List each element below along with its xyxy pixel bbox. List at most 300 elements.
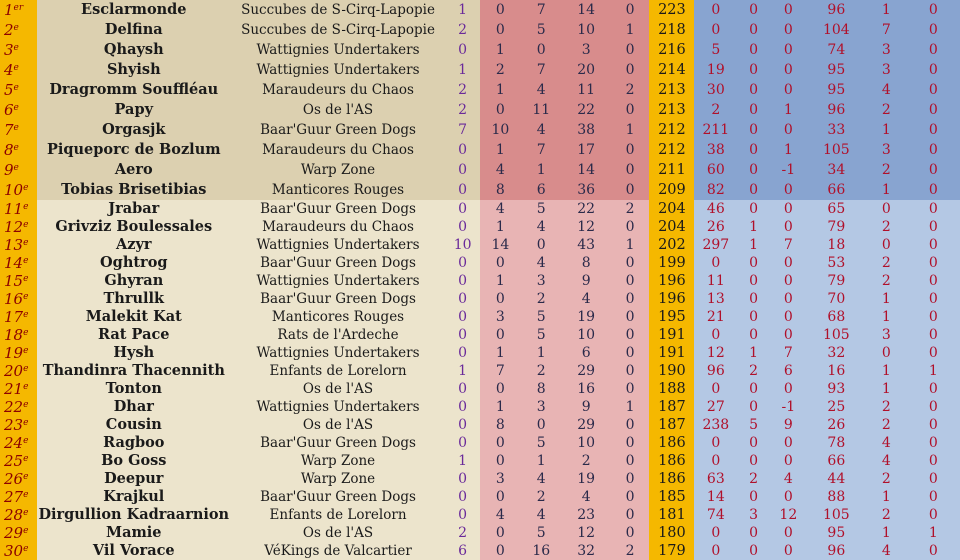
stat-cell: 0	[907, 398, 960, 416]
total-score: 190	[649, 362, 694, 380]
rank-cell	[0, 542, 37, 560]
table-row	[0, 290, 960, 308]
player-name: Deepur	[37, 470, 231, 488]
stat-cell: 7	[445, 120, 480, 140]
stat-cell: 0	[694, 452, 737, 470]
player-name: Qhaysh	[37, 40, 231, 60]
stat-cell: 3	[737, 506, 770, 524]
stat-cell: 65	[807, 200, 866, 218]
player-name: Aero	[37, 160, 231, 180]
total-score: 211	[649, 160, 694, 180]
total-score: 186	[649, 434, 694, 452]
player-name: Orgasjk	[37, 120, 231, 140]
stat-cell: 0	[480, 100, 521, 120]
stat-cell: 2	[866, 416, 907, 434]
rank-cell	[0, 120, 37, 140]
team-name: Succubes de S-Cirq-Lapopie	[231, 0, 445, 20]
rank-suffix: e	[23, 238, 29, 248]
stat-cell: 36	[562, 180, 611, 200]
stat-cell: 7	[521, 140, 562, 160]
stat-cell: 0	[445, 380, 480, 398]
stat-cell: 19	[694, 60, 737, 80]
stat-cell: 0	[521, 40, 562, 60]
player-name: Rat Pace	[37, 326, 231, 344]
rank-suffix: e	[23, 454, 29, 464]
table-row	[0, 272, 960, 290]
stat-cell: 95	[807, 80, 866, 100]
stat-cell: 0	[907, 140, 960, 160]
stat-cell: 0	[770, 542, 807, 560]
stat-cell: 105	[807, 140, 866, 160]
stat-cell: 4	[866, 452, 907, 470]
total-score: 223	[649, 0, 694, 20]
team-name: Succubes de S-Cirq-Lapopie	[231, 20, 445, 40]
rank-cell	[0, 398, 37, 416]
rank-suffix: e	[23, 328, 29, 338]
stat-cell: 7	[866, 20, 907, 40]
rank-suffix: e	[23, 364, 29, 374]
player-name: Thandinra Thacennith	[37, 362, 231, 380]
stat-cell: 1	[480, 398, 521, 416]
stat-cell: 20	[562, 60, 611, 80]
stat-cell: 3	[866, 140, 907, 160]
stat-cell: 14	[480, 236, 521, 254]
player-name: Thrullk	[37, 290, 231, 308]
rank-cell	[0, 506, 37, 524]
stat-cell: 0	[480, 290, 521, 308]
stat-cell: 1	[866, 0, 907, 20]
total-score: 188	[649, 380, 694, 398]
stat-cell: 7	[521, 0, 562, 20]
stat-cell: -1	[770, 398, 807, 416]
stat-cell: 0	[611, 380, 650, 398]
stat-cell: 2	[694, 100, 737, 120]
rank-suffix: e	[13, 23, 19, 33]
stat-cell: 1	[611, 236, 650, 254]
stat-cell: 0	[907, 506, 960, 524]
player-name: Papy	[37, 100, 231, 120]
rank-suffix: e	[13, 143, 19, 153]
rank-cell	[0, 470, 37, 488]
rank-suffix: e	[13, 63, 19, 73]
rank-suffix: e	[23, 310, 29, 320]
player-name: Dirgullion Kadraarnion	[38, 506, 230, 523]
stat-cell: 0	[480, 326, 521, 344]
stat-cell: 0	[445, 254, 480, 272]
stat-cell: 78	[807, 434, 866, 452]
stat-cell: 0	[611, 0, 650, 20]
stat-cell: 17	[562, 140, 611, 160]
team-name: Maraudeurs du Chaos	[231, 140, 445, 160]
stat-cell: 0	[694, 434, 737, 452]
rank-suffix: e	[23, 292, 29, 302]
stat-cell: 4	[866, 542, 907, 560]
total-score: 202	[649, 236, 694, 254]
stat-cell: 1	[521, 160, 562, 180]
team-name: Enfants de Lorelorn	[231, 506, 445, 524]
rank-number: 1	[4, 1, 14, 19]
team-name: Os de l'AS	[231, 100, 445, 120]
rank-number: 30	[4, 542, 24, 560]
rank-number: 5	[4, 81, 14, 99]
rank-suffix: e	[13, 83, 19, 93]
stat-cell: 8	[562, 254, 611, 272]
stat-cell: 0	[694, 326, 737, 344]
stat-cell: 0	[907, 120, 960, 140]
rank-number: 12	[4, 218, 24, 236]
rank-suffix: e	[23, 508, 29, 518]
stat-cell: 0	[770, 488, 807, 506]
stat-cell: 96	[807, 100, 866, 120]
stat-cell: 66	[807, 180, 866, 200]
stat-cell: 0	[445, 488, 480, 506]
stat-cell: 0	[907, 80, 960, 100]
stat-cell: 2	[611, 200, 650, 218]
stat-cell: 1	[737, 344, 770, 362]
rank-cell	[0, 160, 37, 180]
stat-cell: 0	[907, 218, 960, 236]
stat-cell: 0	[737, 200, 770, 218]
total-score: 209	[649, 180, 694, 200]
rank-number: 7	[4, 121, 14, 139]
stat-cell: 1	[770, 100, 807, 120]
stat-cell: 0	[737, 308, 770, 326]
stat-cell: 0	[611, 140, 650, 160]
stat-cell: 2	[866, 506, 907, 524]
rank-cell	[0, 80, 37, 100]
stat-cell: 0	[907, 254, 960, 272]
stat-cell: 38	[694, 140, 737, 160]
table-row	[0, 120, 960, 140]
rank-number: 17	[4, 308, 24, 326]
stat-cell: 1	[770, 140, 807, 160]
stat-cell: 5	[521, 20, 562, 40]
stat-cell: 4	[866, 434, 907, 452]
stat-cell: 2	[866, 398, 907, 416]
rank-cell	[0, 218, 37, 236]
stat-cell: 0	[480, 380, 521, 398]
stat-cell: 0	[737, 542, 770, 560]
stat-cell: 1	[866, 488, 907, 506]
stat-cell: 0	[611, 416, 650, 434]
stat-cell: 2	[611, 542, 650, 560]
stat-cell: 6	[521, 180, 562, 200]
rank-number: 24	[4, 434, 24, 452]
stat-cell: 4	[480, 506, 521, 524]
stat-cell: 70	[807, 290, 866, 308]
stat-cell: 0	[907, 488, 960, 506]
stat-cell: 0	[737, 398, 770, 416]
stat-cell: 1	[866, 120, 907, 140]
stat-cell: 0	[445, 160, 480, 180]
stat-cell: 4	[866, 80, 907, 100]
stat-cell: 29	[562, 416, 611, 434]
team-name: Baar'Guur Green Dogs	[231, 200, 445, 218]
rank-number: 14	[4, 254, 24, 272]
table-row	[0, 470, 960, 488]
stat-cell: 0	[737, 290, 770, 308]
rank-cell	[0, 308, 37, 326]
stat-cell: 33	[807, 120, 866, 140]
stat-cell: 5	[521, 434, 562, 452]
total-score: 213	[649, 100, 694, 120]
stat-cell: 0	[907, 40, 960, 60]
rank-number: 13	[4, 236, 24, 254]
table-row	[0, 218, 960, 236]
stat-cell: 18	[807, 236, 866, 254]
rank-suffix: e	[23, 220, 29, 230]
stat-cell: 10	[480, 120, 521, 140]
team-name: Rats de l'Ardeche	[231, 326, 445, 344]
stat-cell: 3	[521, 398, 562, 416]
stat-cell: 0	[611, 326, 650, 344]
stat-cell: 0	[737, 488, 770, 506]
stat-cell: 2	[445, 20, 480, 40]
stat-cell: 4	[562, 488, 611, 506]
stat-cell: 32	[807, 344, 866, 362]
stat-cell: 2	[866, 272, 907, 290]
stat-cell: 6	[445, 542, 480, 560]
stat-cell: 44	[807, 470, 866, 488]
stat-cell: 11	[562, 80, 611, 100]
table-row	[0, 524, 960, 542]
table-row	[0, 344, 960, 362]
table-row	[0, 488, 960, 506]
stat-cell: 6	[770, 362, 807, 380]
total-score: 191	[649, 344, 694, 362]
rank-cell	[0, 140, 37, 160]
rank-suffix: e	[13, 103, 19, 113]
rank-number: 23	[4, 416, 24, 434]
rank-number: 2	[4, 21, 14, 39]
stat-cell: 0	[866, 344, 907, 362]
stat-cell: 4	[521, 506, 562, 524]
total-score: 186	[649, 452, 694, 470]
stat-cell: 0	[737, 434, 770, 452]
rank-cell	[0, 40, 37, 60]
player-name: Tobias Brisetibias	[37, 180, 231, 200]
stat-cell: 0	[907, 180, 960, 200]
stat-cell: 0	[770, 80, 807, 100]
stat-cell: 0	[907, 326, 960, 344]
team-name: Manticores Rouges	[231, 308, 445, 326]
rank-cell	[0, 380, 37, 398]
table-row	[0, 100, 960, 120]
stat-cell: 1	[445, 452, 480, 470]
stat-cell: 0	[611, 160, 650, 180]
stat-cell: 105	[807, 326, 866, 344]
stat-cell: 3	[480, 308, 521, 326]
stat-cell: 9	[770, 416, 807, 434]
stat-cell: 0	[521, 236, 562, 254]
stat-cell: 0	[445, 140, 480, 160]
stat-cell: 22	[562, 200, 611, 218]
stat-cell: 0	[907, 452, 960, 470]
rank-suffix: e	[23, 418, 29, 428]
stat-cell: 3	[866, 326, 907, 344]
stat-cell: 9	[562, 272, 611, 290]
team-name: Wattignies Undertakers	[231, 272, 445, 290]
total-score: 204	[649, 218, 694, 236]
stat-cell: 0	[694, 542, 737, 560]
stat-cell: 0	[611, 308, 650, 326]
stat-cell: 0	[770, 452, 807, 470]
stat-cell: 211	[694, 120, 737, 140]
team-name: Wattignies Undertakers	[231, 40, 445, 60]
stat-cell: 0	[445, 308, 480, 326]
stat-cell: 1	[866, 180, 907, 200]
stat-cell: 0	[737, 40, 770, 60]
stat-cell: 4	[770, 470, 807, 488]
rank-number: 15	[4, 272, 24, 290]
total-score: 214	[649, 60, 694, 80]
stat-cell: 3	[866, 60, 907, 80]
stat-cell: 1	[866, 362, 907, 380]
stat-cell: 0	[770, 120, 807, 140]
stat-cell: 0	[694, 380, 737, 398]
stat-cell: 0	[611, 60, 650, 80]
player-name: Grivziz Boulessales	[37, 218, 231, 236]
stat-cell: 0	[907, 416, 960, 434]
stat-cell: 0	[480, 488, 521, 506]
rank-cell	[0, 326, 37, 344]
player-name: Mamie	[37, 524, 231, 542]
total-score: 204	[649, 200, 694, 218]
team-name: Wattignies Undertakers	[231, 60, 445, 80]
stat-cell: 95	[807, 524, 866, 542]
total-score: 186	[649, 470, 694, 488]
table-row	[0, 236, 960, 254]
stat-cell: 7	[770, 344, 807, 362]
stat-cell: 0	[445, 180, 480, 200]
table-row	[0, 0, 960, 20]
rank-suffix: e	[23, 490, 29, 500]
player-name: Bo Goss	[37, 452, 231, 470]
stat-cell: 1	[611, 20, 650, 40]
stat-cell: 29	[562, 362, 611, 380]
table-row	[0, 542, 960, 560]
stat-cell: 0	[770, 290, 807, 308]
stat-cell: 14	[562, 0, 611, 20]
stat-cell: 0	[907, 236, 960, 254]
stat-cell: 60	[694, 160, 737, 180]
stat-cell: 0	[611, 488, 650, 506]
stat-cell: 0	[907, 200, 960, 218]
stat-cell: 0	[480, 254, 521, 272]
stat-cell: 1	[480, 218, 521, 236]
total-score: 187	[649, 416, 694, 434]
team-name: Warp Zone	[231, 452, 445, 470]
stat-cell: 2	[737, 362, 770, 380]
stat-cell: 2	[480, 60, 521, 80]
stat-cell: 1	[866, 524, 907, 542]
stat-cell: 0	[907, 344, 960, 362]
stat-cell: 0	[445, 416, 480, 434]
stat-cell: 0	[770, 180, 807, 200]
rank-cell	[0, 524, 37, 542]
stat-cell: 1	[480, 344, 521, 362]
rank-number: 28	[4, 506, 24, 524]
stat-cell: 0	[480, 542, 521, 560]
stat-cell: 12	[562, 524, 611, 542]
stat-cell: 0	[770, 200, 807, 218]
stat-cell: -1	[770, 160, 807, 180]
stat-cell: 0	[907, 290, 960, 308]
stat-cell: 4	[521, 80, 562, 100]
stat-cell: 0	[480, 452, 521, 470]
stat-cell: 0	[611, 218, 650, 236]
stat-cell: 82	[694, 180, 737, 200]
stat-cell: 95	[807, 60, 866, 80]
stat-cell: 8	[521, 380, 562, 398]
player-name: Ghyran	[37, 272, 231, 290]
table-row	[0, 40, 960, 60]
stat-cell: 16	[562, 380, 611, 398]
stat-cell: 0	[770, 254, 807, 272]
team-name: Baar'Guur Green Dogs	[231, 254, 445, 272]
table-row	[0, 180, 960, 200]
stat-cell: 3	[521, 272, 562, 290]
stat-cell: 23	[562, 506, 611, 524]
rank-cell	[0, 60, 37, 80]
stat-cell: 2	[866, 218, 907, 236]
stat-cell: 0	[770, 308, 807, 326]
rank-suffix: e	[13, 43, 19, 53]
rank-cell	[0, 452, 37, 470]
table-row	[0, 434, 960, 452]
stat-cell: 53	[807, 254, 866, 272]
stat-cell: 30	[694, 80, 737, 100]
rank-cell	[0, 290, 37, 308]
stat-cell: 2	[521, 362, 562, 380]
stat-cell: 0	[737, 0, 770, 20]
rank-number: 9	[4, 161, 14, 179]
rank-suffix: e	[23, 346, 29, 356]
stat-cell: 3	[866, 40, 907, 60]
stat-cell: 4	[521, 120, 562, 140]
rank-suffix: e	[13, 123, 19, 133]
team-name: Os de l'AS	[231, 416, 445, 434]
stat-cell: 74	[807, 40, 866, 60]
rank-number: 25	[4, 452, 24, 470]
stat-cell: 46	[694, 200, 737, 218]
stat-cell: 16	[521, 542, 562, 560]
rank-suffix: e	[23, 472, 29, 482]
player-name: Azyr	[37, 236, 231, 254]
total-score: 181	[649, 506, 694, 524]
stat-cell: 0	[694, 20, 737, 40]
stat-cell: 0	[907, 542, 960, 560]
stat-cell: 0	[737, 160, 770, 180]
stat-cell: 0	[737, 100, 770, 120]
team-name: Baar'Guur Green Dogs	[231, 434, 445, 452]
stat-cell: 0	[611, 100, 650, 120]
stat-cell: 0	[445, 290, 480, 308]
stat-cell: 5	[521, 200, 562, 218]
stat-cell: 0	[737, 140, 770, 160]
stat-cell: 0	[480, 0, 521, 20]
stat-cell: 0	[866, 236, 907, 254]
stat-cell: 7	[770, 236, 807, 254]
stat-cell: 4	[521, 470, 562, 488]
stat-cell: 1	[480, 40, 521, 60]
stat-cell: 96	[694, 362, 737, 380]
rank-number: 26	[4, 470, 24, 488]
rank-cell	[0, 272, 37, 290]
stat-cell: 10	[562, 20, 611, 40]
stat-cell: 0	[770, 380, 807, 398]
team-name: Baar'Guur Green Dogs	[231, 488, 445, 506]
